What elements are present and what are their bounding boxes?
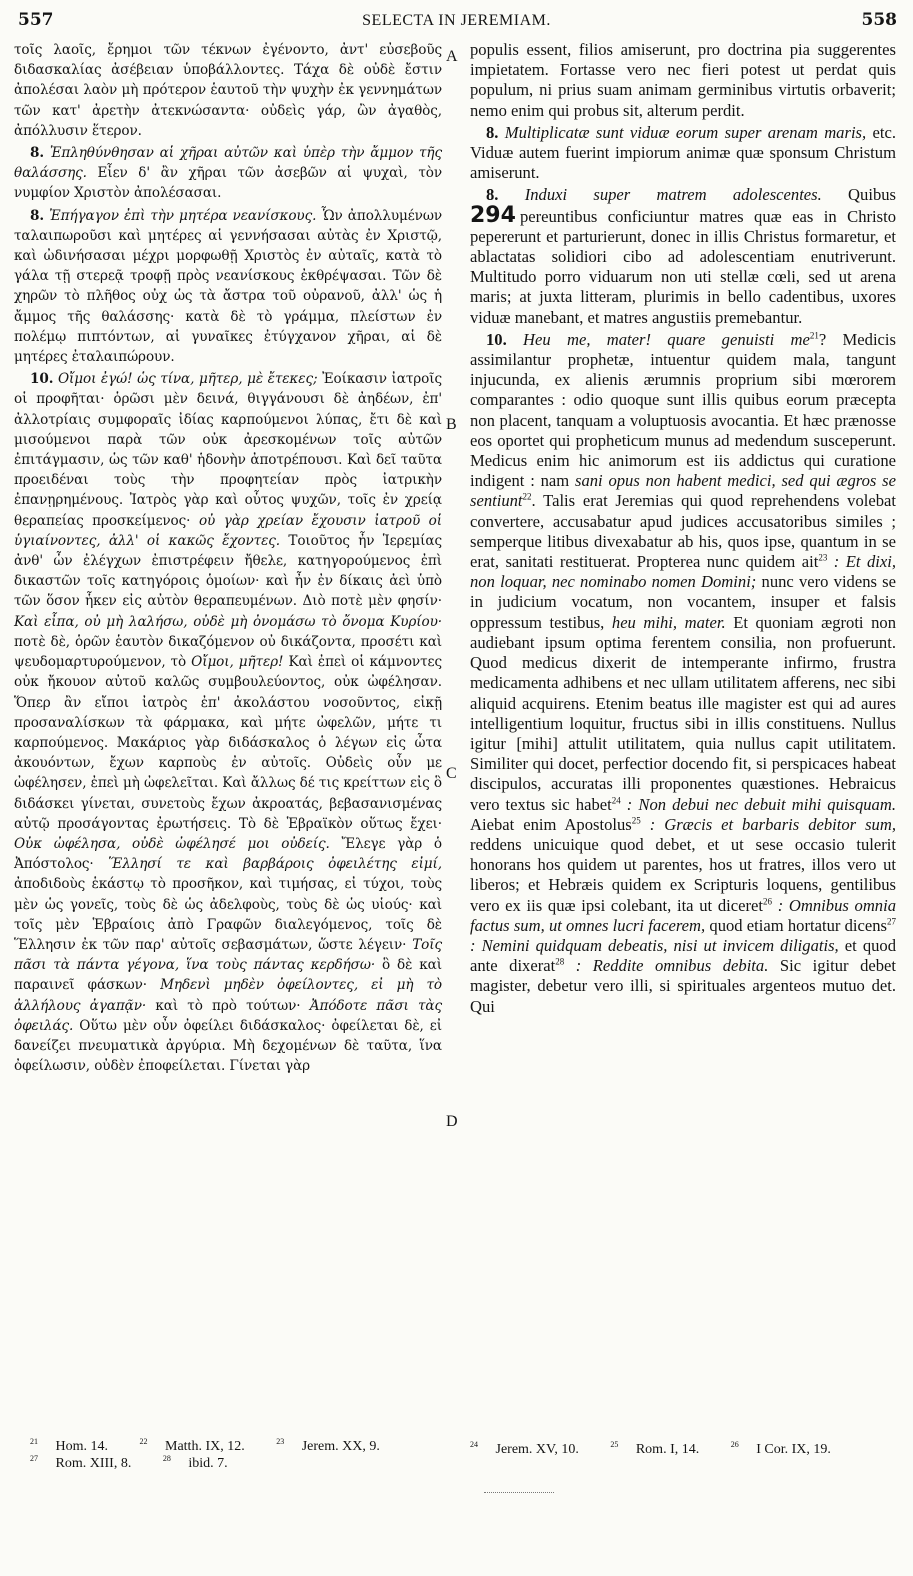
verse-lemma: Ἐπήγαγον ἐπὶ τὴν μητέρα νεανίσκους.: [49, 207, 317, 224]
footnote-ref: 25: [631, 815, 641, 826]
footnote: [30, 1439, 122, 1454]
footnote: [30, 1456, 145, 1471]
greek-column: [14, 40, 442, 1078]
footnote-ref: 27: [887, 916, 896, 927]
scripture-quote: : Omnibus omnia factus sum, ut omnes lucri facerem,: [470, 895, 897, 935]
right-page-number: 558: [861, 10, 897, 30]
scripture-quote: Μηδενὶ μηδὲν ὀφείλοντες, εἰ μὴ τὸ ἀλλήλους ἀγαπᾷν·: [14, 977, 442, 1014]
footnote-text: Jerem. XV, 10.: [495, 1442, 579, 1457]
latin-text: populis essent, filios amiserunt, pro doctrina pia suggerentes impietatem. Fortasse vero nec fieri potest ut perdat quis populum, ni prius suam animam germinibus virtutis orbaverit; nemo enim qui probus sit, alterum perdit.: [470, 40, 896, 120]
scripture-quote: Ἕλλησί τε καὶ βαρβάροις ὀφειλέτης εἰμί,: [108, 856, 442, 873]
scripture-quote: Καὶ εἶπα, οὐ μὴ λαλήσω, οὐδὲ μὴ ὀνομάσω τὸ ὄνομα Κυρίου·: [14, 613, 442, 630]
latin-paragraph-3: [470, 185, 896, 327]
footnote-number: 25: [610, 1440, 619, 1450]
scripture-quote: : Non debui nec debuit mihi quisquam.: [626, 794, 896, 814]
running-head: SELECTA IN JEREMIAM.: [362, 12, 551, 29]
verse-number: 8.: [30, 207, 44, 224]
margin-marker-b: B: [446, 416, 457, 433]
footnote-ref: 28: [555, 956, 565, 967]
latin-text: pereuntibus conficiuntur matres quæ eas in Christo pepererunt et parturierunt, donec in illis Christus formaretur, et ablactatas solidiori cibo ad adolescentiam enutriverunt. Multitudo porro viduarum non uti stellæ cœli, sed ut arena maris; at juxta litteram, plurimis in bello cadentibus, uxores viduæ manebant, et matres angustiis premebantur.: [470, 206, 896, 327]
latin-text: Sic igitur debet magister, debetur vero illi, si spirituales argenteos mutuo det. Qui: [470, 956, 897, 1016]
greek-text: Ὧν ἀπολλυμένων ταλαιπωροῦσι καὶ μητέρες αἱ γεννήσασαι αὐτὰς ἐν Χριστῷ, καὶ ὠδινήσασαι μέχρι μορφωθῇ Χριστὸς ἐν αὐταῖς, κατὰ τὸ γάλα τῇ στερεᾷ τροφῇ πρὸς νεανίσκους ἐκθρέψασαι. Τῶν δὲ χηρῶν τὸ πλῆθος οὐχ ὡς τὰ ἄστρα τοῦ οὐρανοῦ, ἀλλ' ὡς ἡ ἄμμος τῆς θαλάσσης· κατὰ δὲ τὸ γράμμα, πλείστων ἐν πολέμῳ πιπτόντων, αἱ γυναῖκες ἐτύγχανον χῆραι, αἱ δὲ μητέρες ἐταλαιπώρουν.: [14, 207, 442, 366]
greek-paragraph-4: [14, 369, 442, 1076]
footnote-number: 23: [276, 1437, 285, 1447]
latin-text: Et quoniam ægroti non audiebant ipsum optima ferentem consilia, non profuerunt. Quod medicus dixerit de intemperante infirmo, frustra medicamenta adhibens et nec ullam utilitatem afferens, nec sibi aliquid acquirens. Etenim beatus ille magister est qui ad aures intelligentium loquitur, fructus sibi in illis constituens. Nullus igitur [mihi] attulit utilitatem, quia nullus capit utilitatem. Similiter qui docet, perfectior docendo fit, si perspicaces habeat discipulos, accuratas illi proponentes quæstiones. Hebraicus vero textus sic habet: [470, 612, 896, 814]
verse-lemma: Heu me, mater! quare genuisti me: [523, 329, 810, 349]
latin-column: [470, 40, 896, 1019]
footnote-ref: 24: [611, 794, 621, 805]
footnote-ref: 23: [818, 552, 828, 563]
margin-marker-d: D: [446, 1113, 458, 1130]
latin-text: Aiebat enim Apostolus: [470, 814, 632, 834]
footnote-text: Rom. XIII, 8.: [55, 1456, 132, 1471]
left-page-number: 557: [18, 10, 54, 30]
verse-number: 8.: [486, 122, 499, 142]
scripture-quote: οὐ γὰρ χρείαν ἔχουσιν ἰατροῦ οἱ ὑγιαίνοντες, ἀλλ' οἱ κακῶς ἔχοντες.: [14, 512, 442, 549]
greek-paragraph-3: [14, 206, 442, 368]
margin-marker-a: A: [446, 48, 458, 65]
footnote-text: Jerem. XX, 9.: [301, 1439, 380, 1454]
footnote: [731, 1442, 845, 1457]
footnote-number: 24: [470, 1440, 478, 1450]
verse-number: 8.: [30, 145, 44, 162]
greek-text: τοῖς λαοῖς, ἔρημοι τῶν τέκνων ἐγένοντο, ἀντ' εὐσεβοῦς διδασκαλίας ἀσέβειαν ὑποβάλλοντες. Τάχα δὲ οὐδὲ ἔστιν ἀπολέσαι λαὸν μὴ πρότερον ἑαυτοῦ τὴν ψυχὴν ἐκ γεννημάτων τῶν κατ' ἀρετὴν ἀτεκνώσαντα· οὐδεὶς γάρ, ὢν ἀγαθὸς, ἀπόλλυσιν ἕτερον.: [14, 42, 442, 139]
greek-text: Τοιοῦτος ἦν Ἱερεμίας ἀνθ' ὧν ἐλέγχων ἐπιστρέφειν ἤθελε, κατηγορούμενος ἐπὶ δικαστῶν τοῖς κατηγόροις ὁμοίων· καὶ ἦν ἐν δίκαις ἀεὶ ὑπὸ τῶν ὅσον ἧκεν εἰς αὐτὸν θεραπευμένων. Διὸ ποτὲ μὲν φησίν·: [14, 532, 442, 610]
footnotes-left: [30, 1438, 440, 1472]
latin-text: etc. Viduæ autem fuerint impiorum animæ quæ sponsum Christum amiserunt.: [470, 122, 896, 183]
footnote-text: Matth. IX, 12.: [165, 1439, 245, 1454]
greek-text: ποτὲ δὲ, ὁρῶν ἑαυτὸν δικαζόμενον οὐ δικάζοντα, προσέτι καὶ ψευδομαρτυρούμενον, τὸ: [14, 633, 442, 671]
latin-paragraph-1: [470, 40, 896, 121]
footnote: [140, 1439, 259, 1454]
greek-text: ὃ δὲ καὶ παραινεῖ φάσκων·: [14, 957, 442, 994]
verse-lemma: Induxi super matrem adolescentes.: [524, 185, 822, 205]
footnote-text: Rom. I, 14.: [635, 1442, 700, 1457]
footnote-text: Hom. 14.: [55, 1439, 108, 1454]
greek-paragraph-2: [14, 143, 442, 204]
dotted-divider: [484, 1492, 554, 1493]
scripture-quote: : Nemini quidquam debeatis, nisi ut invicem diligatis,: [470, 935, 839, 955]
footnote-number: 21: [30, 1437, 38, 1447]
footnote-text: I Cor. IX, 19.: [756, 1442, 831, 1457]
footnotes-right: [470, 1441, 900, 1458]
verse-number: 8.: [486, 185, 499, 205]
latin-paragraph-2: [470, 123, 896, 184]
footnote: [610, 1442, 713, 1457]
latin-text: et quod ante dixerat: [470, 935, 897, 976]
verse-lemma: Ἐπληθύνθησαν αἱ χῆραι αὐτῶν καὶ ὑπὲρ τὴν ἄμμον τῆς θαλάσσης.: [14, 145, 442, 182]
scripture-quote: : Et dixi, non loquar, nec nominabo nomen Domini;: [470, 552, 896, 592]
latin-text: ? Medicis assimilantur prophetæ, intuentur quidem mala, tangunt injucunda, ex alienis ærumnis proprium sibi mœrorem comparantes : odio quoque sunt illis quibus eorum præcepta non placent, tanquam a voluptuosis avocantia. Et hæc prænosse eos oportet qui propheticum munus ad medendum susceperunt. Medicus enim hic animorum est iis addictus qui curatione indigent : nam: [470, 329, 896, 491]
latin-paragraph-4: [470, 330, 896, 1017]
footnote-number: 26: [730, 1440, 739, 1450]
verse-lemma: Οἴμοι ἐγώ! ὡς τίνα, μῆτερ, μὲ ἔτεκες;: [57, 371, 318, 388]
footnote-number: 28: [162, 1454, 171, 1464]
verse-number: 10.: [486, 329, 507, 349]
latin-text: . Talis erat Jeremias qui quod reprehendens volebat convertere, accusabatur apud judices accusatoribus similes ; semperque litibus divexabatur ab his, quos ipse, quantum in se erat, sanitati restituerat. Propterea nunc quidem ait: [470, 491, 896, 572]
latin-text: Quibus: [848, 185, 896, 205]
scripture-quote: Τοῖς πᾶσι τὰ πάντα γέγονα, ἵνα τοὺς πάντας κερδήσω·: [14, 936, 442, 974]
footnote: [163, 1456, 242, 1471]
scripture-quote: heu mihi, mater.: [611, 612, 726, 632]
footnote: [470, 1442, 593, 1457]
greek-text: Καὶ ἐπεὶ οἱ κάμνοντες οὐκ ἤκουον αὐτοῦ καλῶς συμβουλεύοντος, οὐκ ὠφέλησαν. Ὅπερ ἂν εἴποι ἰατρὸς ἐπ' ἀκολάστου νοσοῦντος, εἰκῇ προσαναλίσκων τὰ φάρμακα, καὶ μήτε ὠφελῶν, μήτε τι καρπούμενος. Μακάριος γὰρ διδάσκαλος ὁ λέγων εἰς ὦτα ἀκουόντων, ἔχων καρποὺς ἐν αὐτοῖς. Οὐδεὶς οὖν με ὠφέλησεν, ἐπεὶ μὴ ὠφελεῖται. Καὶ ἄλλως δέ τις κρείττων εἰς ὃ διδάσκει γίνεται, συνετοὺς ἔχων ἀκροατάς, βεβασανισμένας αὐτῷ προσάγοντας ἐρωτήσεις. Τὸ δὲ Ἑβραϊκὸν οὕτως ἔχει·: [14, 654, 442, 832]
scripture-quote: Ἀπόδοτε πᾶσι τὰς ὀφειλάς.: [14, 997, 442, 1034]
verse-lemma: Multiplicatæ sunt viduæ eorum super arenam maris,: [504, 122, 867, 142]
greek-text: Ἔλεγε γὰρ ὁ Ἀπόστολος·: [14, 835, 442, 873]
footnote-ref: 22: [522, 491, 532, 502]
greek-text: ἀποδιδοὺς ἑκάστῳ τὸ προσῆκον, καὶ τιμήσας, εἰ τύχοι, τοὺς μὲν ὡς γονεῖς, τοὺς δὲ ὡς ἀδελφοὺς, τοὺς δὲ ὡς υἱούς· καὶ τοῖς μὲν Ἑβραίοις ἀπὸ Γραφῶν διαλεγόμενος, τοῖς δὲ Ἕλλησιν ἐκ τῶν παρ' αὐτοῖς σεβασμάτων, ὥστε λέγειν·: [14, 876, 442, 953]
greek-text: καὶ τὸ πρὸ τούτων·: [155, 997, 301, 1014]
scripture-quote: : Græcis et barbaris debitor sum,: [649, 814, 896, 834]
footnote: [276, 1439, 394, 1454]
scripture-quote: : Reddite omnibus debita.: [575, 956, 769, 976]
latin-text: nunc vero videns se in judicium vocatum, non vocantem, insuper et falsis oppressum testibus,: [470, 572, 896, 632]
greek-text: Εἶεν δ' ἂν χῆραι τῶν ἀσεβῶν αἱ ψυχαὶ, τὸν νυμφίον Χριστὸν ἀπολέσασαι.: [14, 165, 442, 202]
greek-paragraph-1: [14, 40, 442, 141]
latin-text: quod etiam hortatur dicens: [709, 915, 887, 935]
greek-text: Οὕτω μὲν οὖν ὀφείλει διδάσκαλος· ὀφείλεται δὲ, εἰ δανείζει πνευματικὰ ἀργύρια. Μὴ δεχομένων δὲ ταῦτα, ἵνα ὀφείλωσιν, οὐδὲν ἐποφείλεται. Γίνεται γὰρ: [14, 1017, 442, 1075]
greek-text: Ἐοίκασιν ἰατροῖς οἱ προφῆται· ὁρῶσι μὲν δεινά, θιγγάνουσι δὲ ἀηδέων, ἐπ' ἀλλοτρίαις συμφοραῖς ἰδίας καρπούμενοι λύπας, ἔτι δὲ καὶ μισούμενοι παρὰ τῶν οὐκ ἀρεσκομένων τοῖς αὐτῶν ἐπιτάγμασιν, ὡς τῶν καθ' ἡδονὴν ἀποτρέπουσι. Καὶ δεῖ ταῦτα προειδέναι τοὺς τὴν προφητείαν πρὸς ἰατρικὴν ἐπανῃρημένους. Ἰατρὸς γὰρ καὶ οὗτος ψυχῶν, τοῖς ἐν χρείᾳ θεραπείας προσκείμενος·: [14, 371, 442, 529]
verse-number: 10.: [30, 371, 54, 388]
scripture-quote: Οὐκ ὠφέλησα, οὐδὲ ὠφέλησέ μοι οὐδείς.: [14, 835, 330, 852]
page-header: [0, 6, 913, 36]
footnote-text: ibid. 7.: [188, 1456, 228, 1471]
scripture-quote: sani opus non habent medici, sed qui ægros se sentiunt: [470, 471, 896, 511]
latin-text: reddens unicuique quod debet, et ut sese occasio tulerit honorans hos quidem ut parentes, hos ut fratres, illos vero ut liberos; et Hebræis quidem ex Scripturis loquens, gentilibus vero ex iis quæ ipsi colebant, ita ut diceret: [470, 834, 896, 915]
footnote-number: 27: [30, 1454, 38, 1464]
column-number: 294: [470, 202, 516, 228]
scripture-quote: Οἴμοι, μῆτερ!: [191, 654, 284, 671]
footnote-ref: 26: [762, 896, 772, 906]
footnote-number: 22: [139, 1437, 148, 1447]
footnote-ref: 21: [809, 330, 819, 341]
margin-marker-c: C: [446, 765, 457, 782]
